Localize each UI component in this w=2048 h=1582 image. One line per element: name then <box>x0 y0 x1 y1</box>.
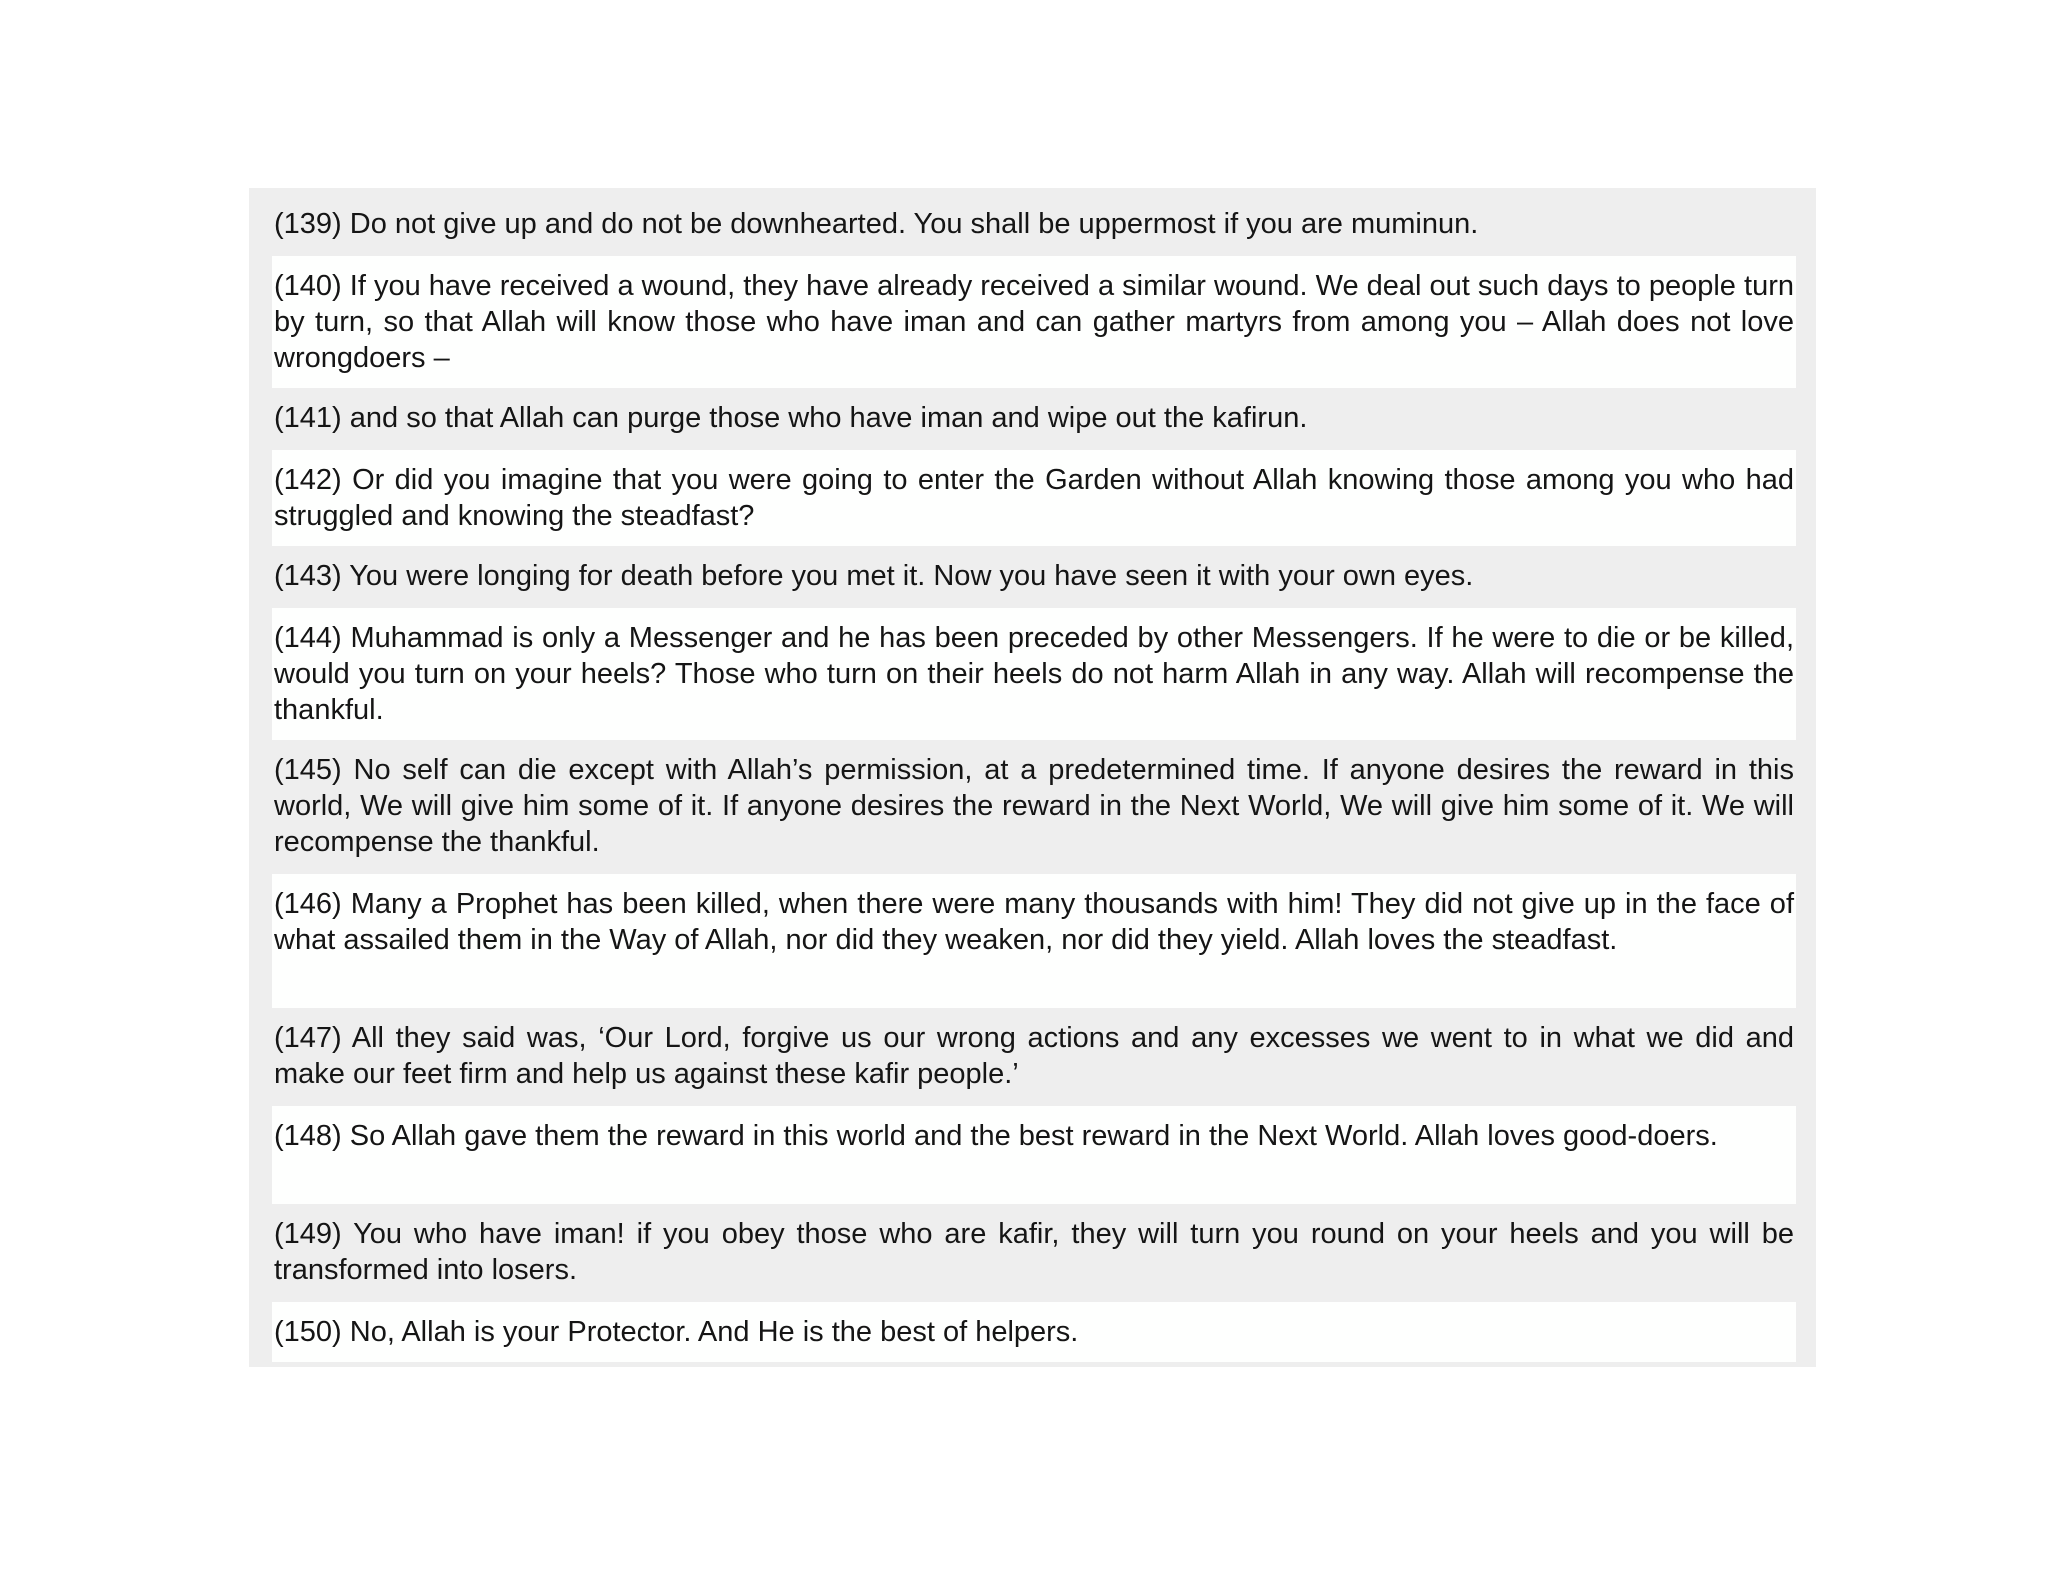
verse-150 <box>272 1302 1796 1362</box>
verse-text: (141) and so that Allah can purge those who have iman and wipe out the kafirun. <box>274 402 1308 434</box>
verse-text: (145) No self can die except with Allah’s permission, at a predetermined time. If anyone desires the reward in this world, We will give him some of it. If anyone desires the reward in the Next World, We will give him some of it. We will recompense the thankful. <box>274 754 1794 858</box>
verse-146 <box>272 874 1796 1008</box>
verse-141 <box>272 388 1796 450</box>
verse-text: (142) Or did you imagine that you were going to enter the Garden without Allah knowing those among you who had struggled and knowing the steadfast? <box>274 464 1794 532</box>
verse-144 <box>272 608 1796 740</box>
verse-text: (147) All they said was, ‘Our Lord, forgive us our wrong actions and any excesses we went to in what we did and make our feet firm and help us against these kafir people.’ <box>274 1022 1794 1090</box>
verse-147 <box>272 1008 1796 1106</box>
verse-text: (143) You were longing for death before you met it. Now you have seen it with your own eyes. <box>274 560 1474 592</box>
verse-text: (148) So Allah gave them the reward in this world and the best reward in the Next World. Allah loves good-doers. <box>274 1120 1718 1152</box>
verse-text: (149) You who have iman! if you obey those who are kafir, they will turn you round on your heels and you will be transformed into losers. <box>274 1218 1794 1286</box>
verse-text: (139) Do not give up and do not be downhearted. You shall be uppermost if you are muminun. <box>274 208 1479 240</box>
verse-text: (144) Muhammad is only a Messenger and he has been preceded by other Messengers. If he were to die or be killed, would you turn on your heels? Those who turn on their heels do not harm Allah in any way. Allah will recompense the thankful. <box>274 622 1794 726</box>
verse-text: (146) Many a Prophet has been killed, when there were many thousands with him! They did not give up in the face of what assailed them in the Way of Allah, nor did they weaken, nor did they yield. Allah loves the steadfast. <box>274 888 1794 956</box>
verse-143 <box>272 546 1796 608</box>
verse-149 <box>272 1204 1796 1302</box>
verse-139 <box>272 194 1796 256</box>
verse-145 <box>272 740 1796 874</box>
verses-panel <box>249 188 1816 1367</box>
verse-148 <box>272 1106 1796 1204</box>
verse-text: (150) No, Allah is your Protector. And He is the best of helpers. <box>274 1316 1079 1348</box>
verse-140 <box>272 256 1796 388</box>
verse-text: (140) If you have received a wound, they have already received a similar wound. We deal out such days to people turn by turn, so that Allah will know those who have iman and can gather martyrs from among you – Allah does not love wrongdoers – <box>274 270 1794 374</box>
verse-142 <box>272 450 1796 546</box>
